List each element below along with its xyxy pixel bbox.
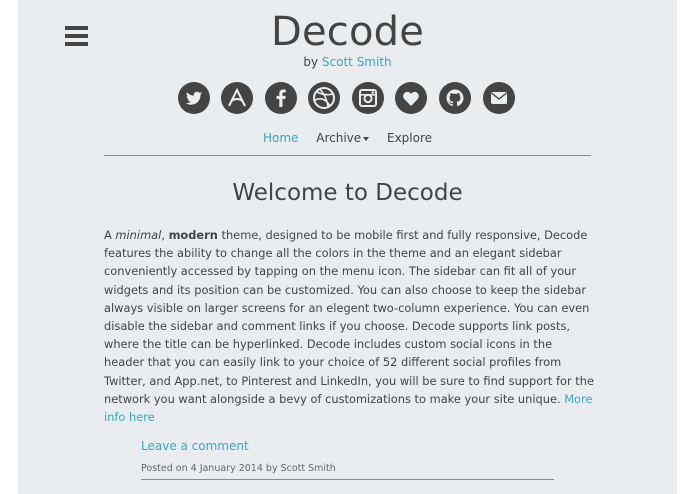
twitter-icon[interactable] <box>178 82 210 114</box>
page <box>18 0 677 494</box>
main-nav <box>18 131 677 145</box>
github-icon[interactable] <box>439 82 471 114</box>
post-body-text: A <box>104 228 116 242</box>
post-body-text: , <box>161 228 169 242</box>
caret-down-icon <box>363 137 369 141</box>
facebook-icon[interactable] <box>265 82 297 114</box>
nav-home[interactable]: Home <box>262 131 299 145</box>
social-icons <box>178 82 518 116</box>
dribbble-icon[interactable] <box>308 82 340 114</box>
email-icon[interactable] <box>483 82 515 114</box>
post-body <box>104 226 594 426</box>
site-title[interactable]: Decode <box>270 9 425 55</box>
post-body-strong: modern <box>168 228 218 242</box>
author-link[interactable]: Scott Smith <box>321 55 392 69</box>
post-title[interactable]: Welcome to Decode <box>232 180 463 206</box>
leave-comment-link[interactable]: Leave a comment <box>141 439 249 453</box>
nav-archive[interactable] <box>316 131 369 145</box>
meta-divider <box>141 479 554 480</box>
post-body-text: theme, designed to be mobile first and fully responsive, Decode features the ability to change all the colors in the theme and an elegant sidebar conveniently accessed by tapping on the menu icon. The sidebar can fit all of your widgets and its position can be customized. You can also choose to keep the sidebar always visible on larger screens for an elegent two-column experience. You can even disable the sidebar and comment links if you choose. Decode supports link posts, where the title can be hyperlinked. Decode includes custom social icons in the header that you can easily link to your choice of 52 different social profiles from Twitter, and App.net, to Pinterest and LinkedIn, you will be sure to find support for the network you want alongside a bevy of customizations to make your site unique. <box>104 228 594 406</box>
byline <box>18 55 677 69</box>
nav-archive-label: Archive <box>316 131 362 145</box>
more-info-link[interactable]: More info here <box>104 391 593 425</box>
header-divider <box>104 155 591 156</box>
heart-icon[interactable] <box>395 82 427 114</box>
nav-explore[interactable]: Explore <box>386 131 433 145</box>
post-body-emphasis: minimal <box>115 228 162 242</box>
byline-prefix: by <box>303 55 319 69</box>
post-meta: Posted on 4 January 2014 by Scott Smith <box>141 463 336 474</box>
instagram-icon[interactable] <box>352 82 384 114</box>
appnet-icon[interactable] <box>221 82 253 114</box>
